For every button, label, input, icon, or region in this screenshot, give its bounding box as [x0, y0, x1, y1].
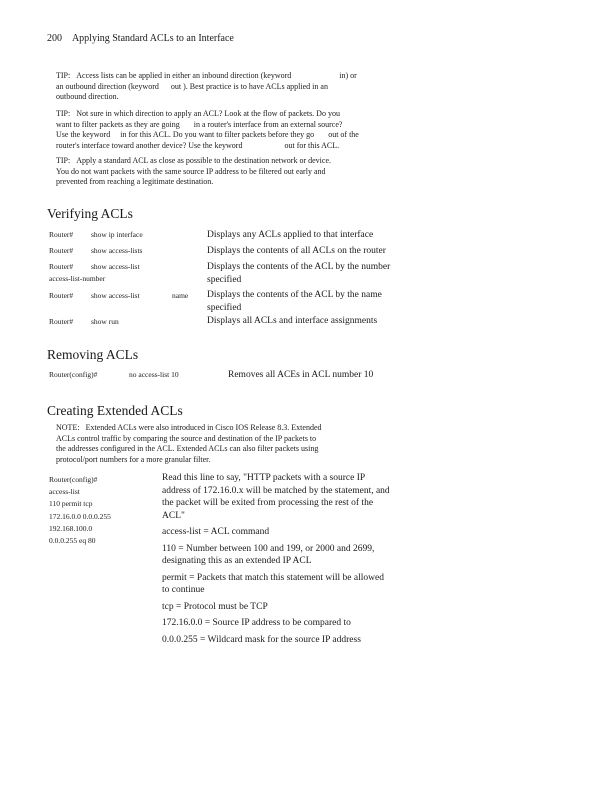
cmd-description: Removes all ACEs in ACL number 10	[228, 370, 374, 380]
explanation-item: 0.0.0.255 = Wildcard mask for the source IP address	[162, 634, 361, 645]
cmd-text: show access-list	[91, 262, 140, 271]
cmd-text: show ip interface	[91, 230, 143, 239]
explanation-item: permit = Packets that match this statement will be allowed to continue	[162, 572, 384, 595]
explanation-item: 172.16.0.0 = Source IP address to be compared to	[162, 618, 351, 628]
extended-acl-command	[49, 474, 111, 547]
tip-label: TIP:	[56, 156, 71, 165]
cmd-text: 192.168.100.0	[49, 523, 93, 533]
cmd-argument: name	[172, 291, 189, 300]
cmd-text: 172.16.0.0 0.0.0.255	[49, 511, 111, 521]
tip-label: TIP:	[56, 71, 71, 80]
cmd-description: Displays any ACLs applied to that interface	[207, 230, 374, 240]
cmd-prompt: Router#	[49, 262, 74, 271]
explanation-item: access-list = ACL command	[162, 527, 270, 537]
header-title: Applying Standard ACLs to an Interface	[71, 33, 234, 44]
cmd-prompt: Router#	[49, 291, 74, 300]
cmd-text: show access-lists	[91, 246, 143, 255]
note-extended-acls: NOTE: Extended ACLs were also introduced in Cisco IOS Release 8.3. Extended ACLs control traffic by comparing the source and destination of the IP packets to the addresses configured in the ACL. Extended ACLs can also filter packets using protocol/port numbers for a more granular filter.	[56, 423, 322, 464]
cmd-text: no access-list 10	[129, 370, 179, 379]
cmd-argument: access-list-number	[49, 274, 106, 283]
cmd-prompt: Router#	[49, 246, 74, 255]
tip-inbound-outbound: TIP: Access lists can be applied in either an inbound direction (keyword in) or an outbound direction (keyword out ). Best practice is to have ACLs applied in an outbound direction.	[56, 71, 357, 102]
tip-direction: TIP: Not sure in which direction to apply an ACL? Look at the flow of packets. Do you want to filter packets as they are going in a router's interface from an external source? Use the keyword in for this ACL. Do you want to filter packets before they go out of the router's interface toward another device? Use the keyword out for this ACL.	[56, 109, 359, 150]
cmd-description: Displays the contents of all ACLs on the router	[207, 246, 386, 256]
cmd-description: Displays the contents of the ACL by the name specified	[207, 290, 382, 313]
cmd-text: show run	[91, 317, 119, 326]
section-title-removing: Removing ACLs	[47, 347, 139, 362]
section-title-creating: Creating Extended ACLs	[47, 403, 183, 418]
tip-standard-acl-placement: TIP: Apply a standard ACL as close as possible to the destination network or device. You do not want packets with the same source IP address to be filtered out early and prevented from reaching a legitimate destination.	[56, 156, 331, 187]
cmd-text: 110 permit tcp	[49, 499, 93, 509]
cmd-prompt: Router#	[49, 317, 74, 326]
cmd-prompt: Router(config)#	[49, 475, 98, 484]
extended-acl-explanation	[162, 472, 392, 650]
cmd-description: Displays all ACLs and interface assignments	[207, 316, 378, 326]
cmd-text: show access-list	[91, 291, 140, 300]
cmd-text: access-list	[49, 487, 80, 497]
cmd-description: Displays the contents of the ACL by the number specified	[207, 262, 391, 285]
page-number: 200	[47, 33, 62, 44]
note-label: NOTE:	[56, 423, 80, 432]
section-title-verifying: Verifying ACLs	[47, 206, 133, 221]
cmd-prompt: Router(config)#	[49, 370, 98, 379]
cmd-text: 0.0.0.255 eq 80	[49, 536, 96, 546]
explanation-item: 110 = Number between 100 and 199, or 2000 and 2699, designating this as an extended IP ACL	[162, 543, 375, 566]
running-header	[47, 33, 234, 44]
tip-label: TIP:	[56, 109, 71, 118]
explanation-summary: Read this line to say, "HTTP packets with a source IP address of 172.16.0.x will be matched by the statement, and the packet will be exited from processing the rest of the ACL"	[162, 473, 390, 521]
explanation-item: tcp = Protocol must be TCP	[162, 601, 268, 612]
cmd-prompt: Router#	[49, 230, 74, 239]
